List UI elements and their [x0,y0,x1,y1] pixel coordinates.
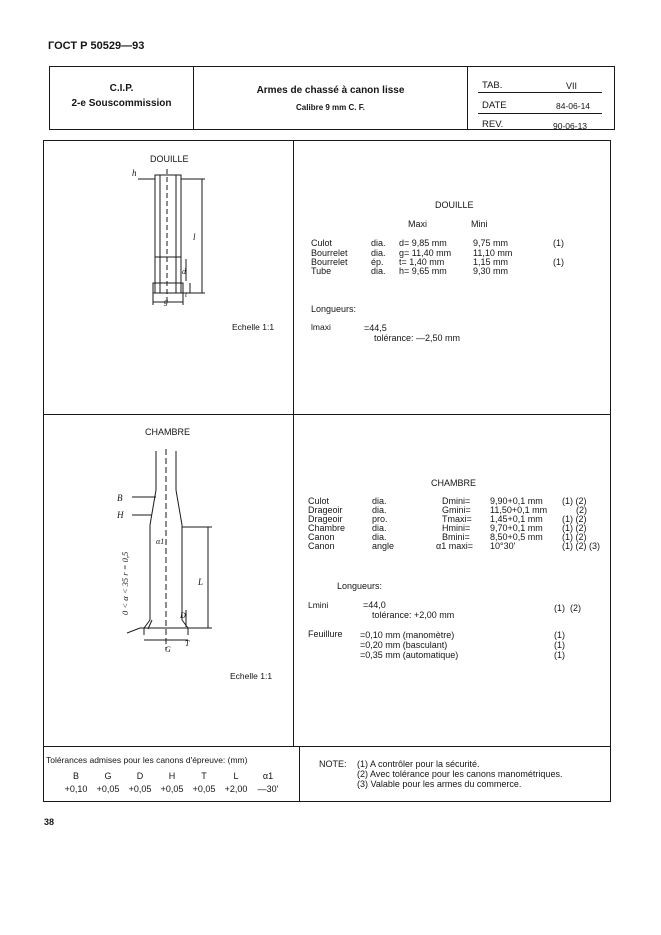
chambre-dim-l: L [198,577,204,587]
chambre-dim-g: G [165,645,171,654]
chambre-dim-t: T [185,639,190,648]
douille-lmaxi-value: =44,5 [364,323,387,333]
feuillure-label: Feuillure [308,629,343,639]
chambre-row: Drageoir dia. Gmini= 11,50+0,1 mm (2) [308,505,587,515]
douille-dim-l: l [193,232,196,242]
rev-value: 90-06-13 [553,121,588,131]
org-name: C.I.P. [109,83,134,94]
date-value: 84-06-14 [556,101,591,111]
chambre-dim-b: B [117,493,123,503]
chambre-echelle: Echelle 1:1 [230,671,273,681]
chambre-drawing-title: CHAMBRE [145,427,191,437]
date-label: DATE [482,100,507,111]
tolerances-headers: B G D H T L α1 [72,771,274,781]
doc-subtitle: Calibre 9 mm C. F. [296,103,365,112]
chambre-tolerance-notes: (1) (2) [554,603,581,613]
douille-col-mini: Mini [471,219,488,229]
chambre-dim-h: H [117,510,124,520]
chambre-longueurs-label: Longueurs: [337,581,383,591]
rev-label: REV. [482,119,504,130]
chambre-dim-alpha: α1 [156,537,165,546]
standard-code: ГОСТ Р 50529—93 [48,40,145,52]
douille-table-title: DOUILLE [435,200,474,210]
chambre-lmini-value: =44,0 [363,600,386,610]
douille-lmaxi-label: lmaxi [311,322,331,332]
chambre-row: Canon dia. Bmini= 8,50+0,5 mm (1) (2) [308,532,587,542]
douille-dim-d: d [182,267,186,276]
douille-col-maxi: Maxi [408,219,428,229]
note-label: NOTE: [319,759,347,769]
chambre-dim-d: D [180,611,186,620]
chambre-row: Culot dia. Dmini= 9,90+0,1 mm (1) (2) [308,496,587,506]
chambre-row: Chambre dia. Hmini= 9,70+0,1 mm (1) (2) [308,523,587,533]
chambre-table-title: CHAMBRE [431,478,477,488]
tolerances-title: Tolérances admises pour les canons d'épreuve: (mm) [46,755,248,765]
chambre-tolerance: tolérance: +2,00 mm [372,610,455,620]
tab-value: VII [566,81,578,91]
douille-row: Tube dia. h= 9,65 mm 9,30 mm [311,266,509,276]
note-item: (2) Avec tolérance pour les canons manométriques. [357,769,563,779]
douille-drawing-title: DOUILLE [150,154,189,164]
douille-longueurs-label: Longueurs: [311,304,357,314]
douille-row: Bourrelet ép. t= 1,40 mm 1,15 mm (1) [311,257,564,267]
tab-label: TAB. [482,80,503,91]
note-item: (1) A contrôler pour la sécurité. [357,759,480,769]
doc-title: Armes de chassé à canon lisse [256,85,405,96]
douille-dim-t: t [185,290,188,299]
chambre-side-label: 0 < α < 35 r = 0,5 [120,551,130,615]
douille-echelle: Echelle 1:1 [232,322,275,332]
chambre-row: Drageoir pro. Tmaxi= 1,45+0,1 mm (1) (2) [308,514,587,524]
tolerances-values: +0,10 +0,05 +0,05 +0,05 +0,05 +2,00 —30' [64,784,279,794]
douille-drawing [120,165,230,315]
feuillure-row: =0,10 mm (manomètre) (1) [360,630,565,640]
douille-tolerance: tolérance: —2,50 mm [374,333,461,343]
douille-dim-g: g [164,297,168,306]
douille-row: Bourrelet dia. g= 11,40 mm 11,10 mm [311,248,513,258]
subcommittee: 2-e Souscommission [71,98,172,109]
douille-row: Culot dia. d= 9,85 mm 9,75 mm (1) [311,238,564,248]
page-number: 38 [44,817,55,827]
douille-dim-h: h [132,168,137,178]
feuillure-row: =0,20 mm (basculant) (1) [360,640,565,650]
chambre-lmini-label: Lmini [308,600,329,610]
feuillure-row: =0,35 mm (automatique) (1) [360,650,565,660]
note-item: (3) Valable pour les armes du commerce. [357,779,522,789]
chambre-row: Canon angle α1 maxi= 10°30' (1) (2) (3) [308,541,600,551]
